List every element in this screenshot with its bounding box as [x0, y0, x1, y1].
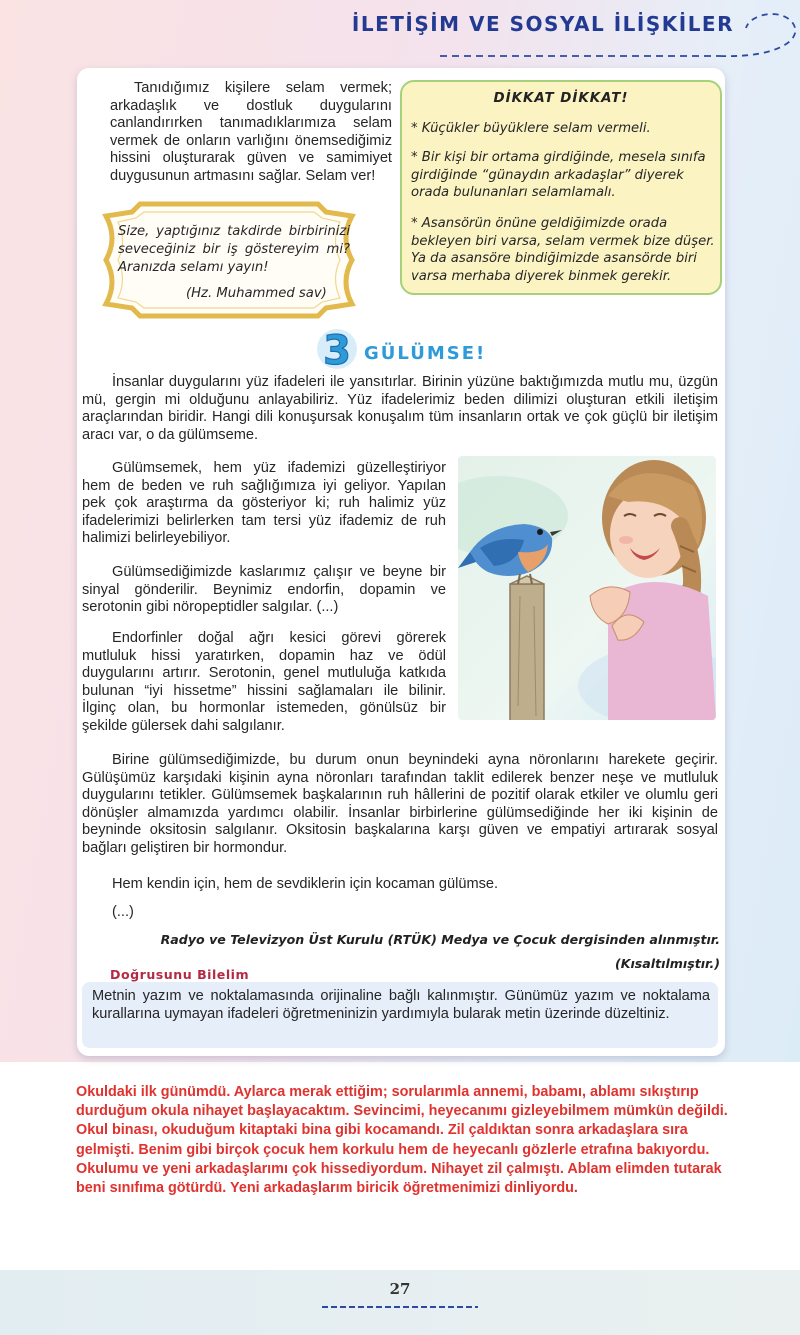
chapter-title-underline-decoration	[420, 8, 800, 64]
article-paragraph: İnsanlar duygularını yüz ifadeleri ile yansıtırlar. Birinin yüzüne baktığımızda mutlu mu, üzgün mü, gergin mi olduğunu anlayabiliriz. Yüz ifadelerimiz beden dilimizi oluşturan etkili iletişim araçlarından biridir. Hangi dili konuşursak konuşalım tüm insanların ortak ve çok güçlü bir iletişim aracı var, o da gülümseme.	[82, 374, 718, 443]
article-paragraph: Hem kendin için, hem de sevdiklerin için kocaman gülümse.	[112, 876, 499, 892]
source-note: (Kısaltılmıştır.)	[614, 956, 720, 971]
page-number: 27	[389, 1280, 411, 1298]
note-item: * Asansörün önüne geldiğimizde orada bekleyen biri varsa, selam vermek bize düşer. Ya da asansöre bindiğimizde asansörde biri varsa merhaba diyerek binmek gerekir.	[411, 216, 715, 284]
article-paragraph: Gülümsediğimizde kaslarımız çalışır ve beyne bir sinyal gönderilir. Beynimiz endorfin, dopamin ve serotonin gibi nöropeptidler salgılar. (...)	[82, 564, 446, 616]
section-number-three-icon	[313, 326, 361, 372]
girl-and-bird-illustration	[458, 456, 716, 720]
article-ellipsis: (...)	[112, 904, 134, 920]
exercise-heading: Doğrusunu Bilelim	[110, 967, 250, 982]
note-item: * Bir kişi bir ortama girdiğinde, mesela sınıfa girdiğinde “günaydın arkadaşlar” diyerek orada bulunanları selamlamalı.	[411, 150, 706, 201]
article-paragraph: Gülümsemek, hem yüz ifademizi güzelleştiriyor hem de beden ve ruh sağlığımıza iyi geliyor. Yapılan pek çok araştırma da gösteriyor ki; ruh halimiz yüz ifadelerimizi belirlerken tam tersi yüz ifademiz de ruh halimizi belirleyebiliyor.	[82, 460, 446, 547]
svg-text:3: 3	[323, 328, 351, 372]
article-paragraph: Birine gülümsediğimizde, bu durum onun beynindeki ayna nöronlarını harekete geçirir. Gülüşümüz karşıdaki kişinin ayna nöronları tarafından taklit edilerek benzer neşe ve mutluluk duygularını tetikler. Gülümsemek başkalarının ruh hâllerini de pozitif olarak etkiler ve olumlu geri dönüşler almamızda yardımcı olabilir. İnsanlar birbirlerine gülümsediğinde her iki kişinin de beyninde oksitosin salgılanır. Oksitosin başkalarına karşı güven ve empatiyi artırarak sosyal bağları geliştiren bir hormondur.	[82, 752, 718, 856]
quote-source: (Hz. Muhammed sav)	[186, 286, 327, 301]
hadith-quote: Size, yaptığınız takdirde birbirinizi seveceğiniz bir iş göstereyim mi? Aranızda selamı yayın!	[118, 224, 350, 275]
page-number-underline	[322, 1305, 478, 1309]
intro-paragraph: Tanıdığımız kişilere selam vermek; arkadaşlık ve dostluk duygularını canlandırırken tanımadıklarımıza selam vermek de onların varlığını önemsediğimiz hissini oluşturarak güven ve samimiyet duygusunun artmasını sağlar. Selam ver!	[110, 80, 392, 184]
note-item: * Küçükler büyüklere selam vermeli.	[411, 121, 651, 136]
article-paragraph: Endorfinler doğal ağrı kesici görevi görerek mutluluk hissi yaratırken, dopamin haz ve ödül duygularını artırır. Serotonin, genel mutluluğa katkıda bulunan “iyi hissetme” hissini sağlamaları ile bilinir. İlginç olan, bu hormonlar istemeden, gönülsüz bir şekilde gülersek dahi salgılanır.	[82, 630, 446, 734]
source-line: Radyo ve Televizyon Üst Kurulu (RTÜK) Medya ve Çocuk dergisinden alınmıştır.	[160, 932, 720, 947]
section-title: GÜLÜMSE!	[364, 343, 487, 364]
chapter-title: İLETİŞİM VE SOSYAL İLİŞKİLER	[351, 12, 734, 36]
attention-note-title: DİKKAT DİKKAT!	[493, 91, 629, 106]
exercise-text: Okuldaki ilk günümdü. Aylarca merak ettiğim; sorularımla annemi, babamı, ablamı sıkıştırıp durduğum okula nihayet başlayacaktım. Sevincimi, heyecanımı gizleyebilmem mümkün değildi. Okul binası, okuduğum kitaptaki bina gibi kocamandı. Zil çaldıktan sonra arkadaşlara sıra gelmişti. Benim gibi birçok çocuk hem korkulu hem de heyecanlı gözlerle etrafına bakıyordu. Okulumu ve yeni arkadaşlarımı çok hissediyordum. Nihayet zil çalmıştı. Ablam elimden tutarak beni sınıfıma götürdü. Yeni arkadaşlarım biricik öğretmenimizi dinliyordu.	[76, 1084, 728, 1197]
exercise-instruction: Metnin yazım ve noktalamasında orijinaline bağlı kalınmıştır. Günümüz yazım ve noktalama kurallarına uymayan ifadeleri öğretmeninizin yardımıyla bularak metin üzerinde düzeltiniz.	[92, 988, 710, 1022]
